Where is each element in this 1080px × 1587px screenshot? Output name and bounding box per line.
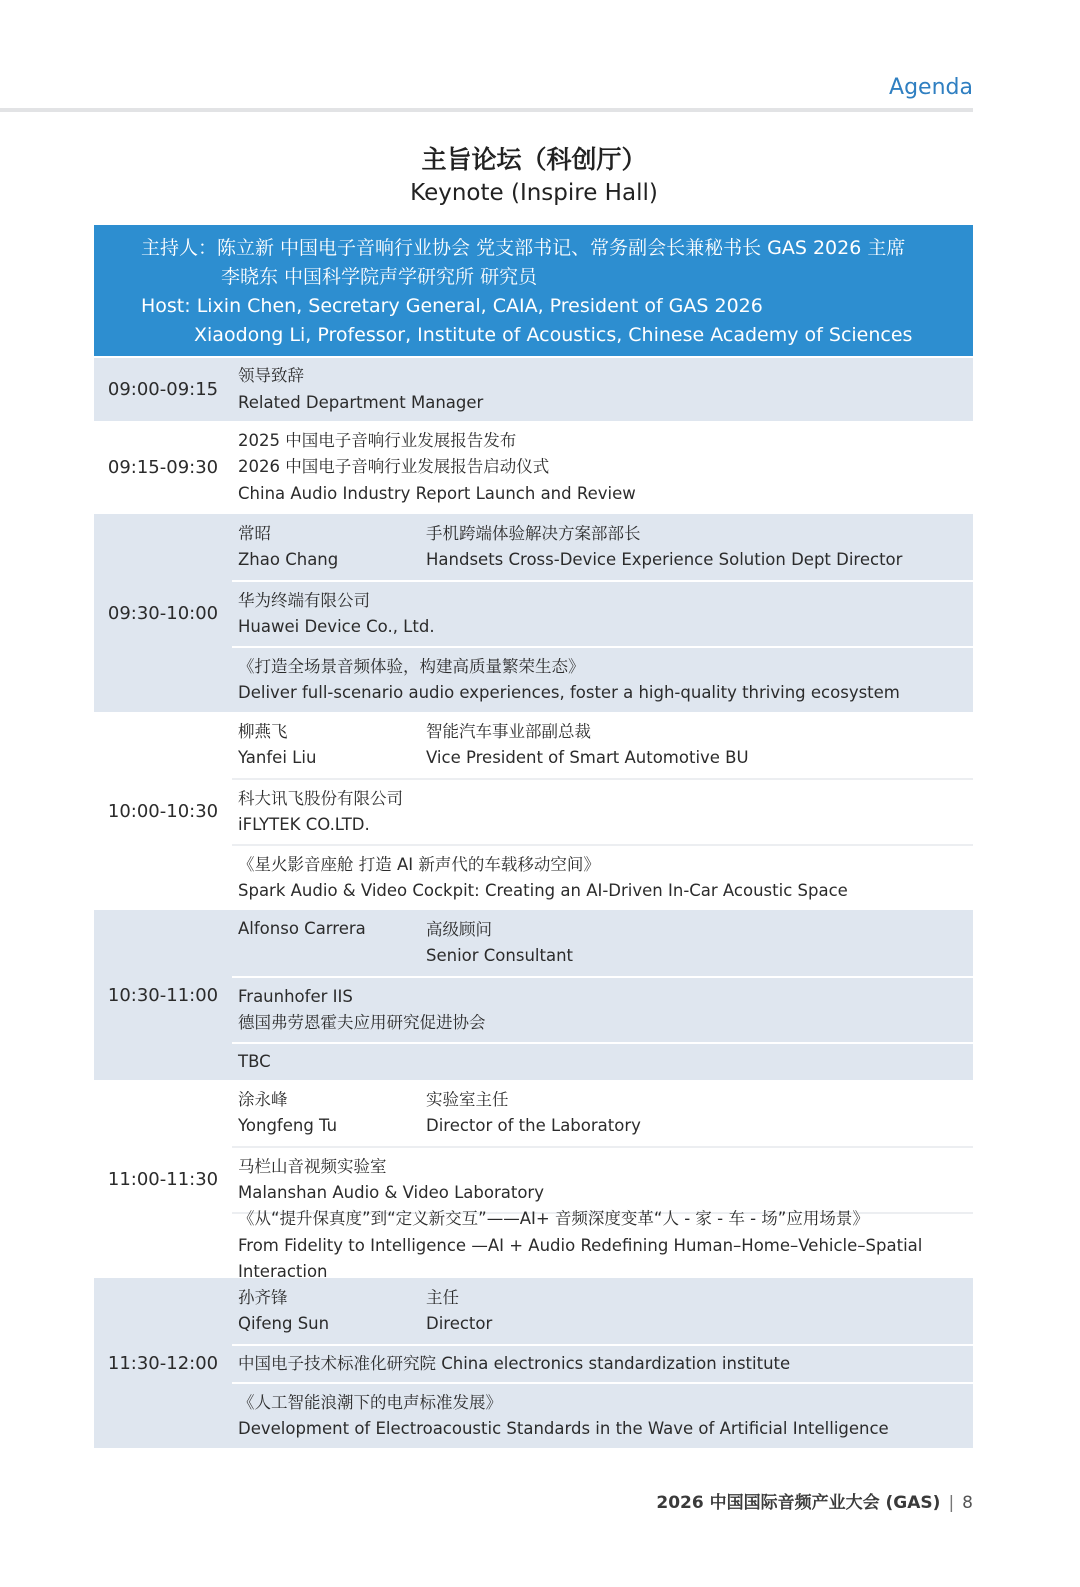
agenda-slot bbox=[94, 1278, 973, 1448]
talk-title-en: From Fidelity to Intelligence —AI + Audio Redefining Human–Home–Vehicle–Spatial Interaction bbox=[238, 1235, 923, 1282]
organization-zh: 科大讯飞股份有限公司 bbox=[238, 788, 403, 808]
organization-row bbox=[232, 580, 973, 646]
talk-title-zh: 《打造全场景音频体验，构建高质量繁荣生态》 bbox=[238, 656, 585, 676]
speaker-role-zh: 手机跨端体验解决方案部部长 bbox=[426, 523, 641, 543]
slot-time: 10:00-10:30 bbox=[107, 800, 219, 822]
organization-zh: 德国弗劳恩霍夫应用研究促进协会 bbox=[238, 1013, 486, 1032]
organization-en: Huawei Device Co., Ltd. bbox=[238, 617, 435, 636]
speaker-role-en: Director of the Laboratory bbox=[426, 1116, 641, 1135]
slot-line: 2026 中国电子音响行业发展报告启动仪式 bbox=[238, 457, 550, 477]
talk-title-en: Deliver full-scenario audio experiences, foster a high-quality thriving ecosystem bbox=[238, 683, 900, 702]
agenda-slot bbox=[94, 514, 973, 712]
speaker-role-zh: 高级顾问 bbox=[426, 919, 492, 939]
slot-line: 2025 中国电子音响行业发展报告发布 bbox=[238, 430, 517, 450]
speaker-name-zh: 柳燕飞 bbox=[238, 721, 288, 741]
speaker-role-en: Director bbox=[426, 1314, 493, 1333]
speaker-name-zh: 常昭 bbox=[238, 523, 271, 543]
slot-time: 10:30-11:00 bbox=[107, 984, 219, 1006]
talk-title-zh: 《星火影音座舱 打造 AI 新声代的车载移动空间》 bbox=[238, 854, 600, 874]
footer-separator: | bbox=[948, 1493, 955, 1513]
host-zh-line2: 李晓东 中国科学院声学研究所 研究员 bbox=[221, 266, 538, 288]
organization-row bbox=[232, 1344, 973, 1382]
agenda-slot bbox=[94, 358, 973, 421]
slot-line: Related Department Manager bbox=[238, 392, 484, 412]
page-footer bbox=[656, 1488, 973, 1513]
organization-en: Malanshan Audio & Video Laboratory bbox=[238, 1183, 544, 1202]
organization-row bbox=[232, 976, 973, 1042]
organization-zh: 华为终端有限公司 bbox=[238, 590, 370, 610]
host-en-line1: Host: Lixin Chen, Secretary General, CAIA, President of GAS 2026 bbox=[141, 295, 763, 317]
talk-title-zh: 《人工智能浪潮下的电声标准发展》 bbox=[238, 1392, 502, 1412]
speaker-name-en: Yanfei Liu bbox=[238, 748, 317, 767]
speaker-row bbox=[232, 514, 973, 580]
organization-row bbox=[232, 778, 973, 844]
organization-row bbox=[232, 1146, 973, 1212]
slot-time: 09:00-09:15 bbox=[107, 379, 219, 400]
page-number: 8 bbox=[962, 1493, 973, 1513]
host-zh-line1: 主持人：陈立新 中国电子音响行业协会 党支部书记、常务副会长兼秘书长 GAS 2026 主席 bbox=[141, 237, 906, 259]
speaker-row bbox=[232, 1278, 973, 1344]
talk-row bbox=[232, 1209, 973, 1282]
host-en-line2: Xiaodong Li, Professor, Institute of Acoustics, Chinese Academy of Sciences bbox=[194, 324, 913, 346]
speaker-row bbox=[232, 1080, 973, 1146]
talk-title-en: Development of Electroacoustic Standards in the Wave of Artificial Intelligence bbox=[238, 1419, 889, 1438]
speaker-name-en: Yongfeng Tu bbox=[238, 1116, 338, 1135]
talk-row bbox=[232, 1042, 973, 1080]
header-divider bbox=[0, 108, 973, 112]
slot-time: 09:30-10:00 bbox=[107, 602, 219, 624]
talk-row bbox=[232, 1382, 973, 1448]
speaker-name-en: Alfonso Carrera bbox=[238, 919, 366, 938]
speaker-name-zh: 孙齐锋 bbox=[238, 1287, 288, 1307]
slot-time: 09:15-09:30 bbox=[107, 457, 219, 478]
agenda-slot bbox=[94, 1080, 973, 1282]
slot-line: China Audio Industry Report Launch and Review bbox=[238, 483, 636, 503]
talk-row bbox=[232, 844, 973, 910]
speaker-name-en: Qifeng Sun bbox=[238, 1314, 330, 1333]
speaker-role-zh: 智能汽车事业部副总裁 bbox=[426, 721, 591, 741]
slot-time: 11:30-12:00 bbox=[107, 1352, 219, 1374]
talk-title-zh: 《从“提升保真度”到“定义新交互”——AI+ 音频深度变革“人 - 家 - 车 - 场”应用场景》 bbox=[238, 1209, 869, 1229]
speaker-role-en: Senior Consultant bbox=[426, 946, 574, 965]
agenda-slot bbox=[94, 910, 973, 1080]
slot-time: 11:00-11:30 bbox=[107, 1168, 219, 1190]
agenda-slot bbox=[94, 421, 973, 514]
talk-title: TBC bbox=[238, 1051, 271, 1071]
organization-en: iFLYTEK CO.LTD. bbox=[238, 815, 370, 834]
speaker-role-zh: 主任 bbox=[426, 1287, 459, 1307]
talk-title-en: Spark Audio & Video Cockpit: Creating an AI-Driven In-Car Acoustic Space bbox=[238, 881, 848, 900]
talk-row bbox=[232, 646, 973, 712]
footer-event-name: 2026 中国国际音频产业大会 (GAS) bbox=[656, 1493, 941, 1513]
speaker-name-en: Zhao Chang bbox=[238, 550, 339, 569]
speaker-role-en: Handsets Cross-Device Experience Solution Dept Director bbox=[426, 550, 903, 569]
host-banner bbox=[94, 225, 973, 356]
slot-row bbox=[232, 421, 973, 514]
speaker-row bbox=[232, 910, 973, 976]
agenda-slot bbox=[94, 712, 973, 910]
speaker-row bbox=[232, 712, 973, 778]
section-label: Agenda bbox=[889, 75, 973, 100]
page-title-zh: 主旨论坛（科创厅） bbox=[421, 145, 647, 174]
organization-en: Fraunhofer IIS bbox=[238, 986, 353, 1006]
organization: 中国电子技术标准化研究院 China electronics standardization institute bbox=[238, 1353, 791, 1373]
speaker-name-zh: 涂永峰 bbox=[238, 1089, 288, 1109]
slot-row bbox=[232, 358, 973, 421]
slot-line: 领导致辞 bbox=[238, 366, 304, 385]
organization-zh: 马栏山音视频实验室 bbox=[238, 1156, 387, 1176]
speaker-role-zh: 实验室主任 bbox=[426, 1089, 509, 1109]
agenda-table bbox=[94, 358, 973, 1448]
page-title-en: Keynote (Inspire Hall) bbox=[410, 180, 658, 206]
speaker-role-en: Vice President of Smart Automotive BU bbox=[426, 748, 749, 767]
